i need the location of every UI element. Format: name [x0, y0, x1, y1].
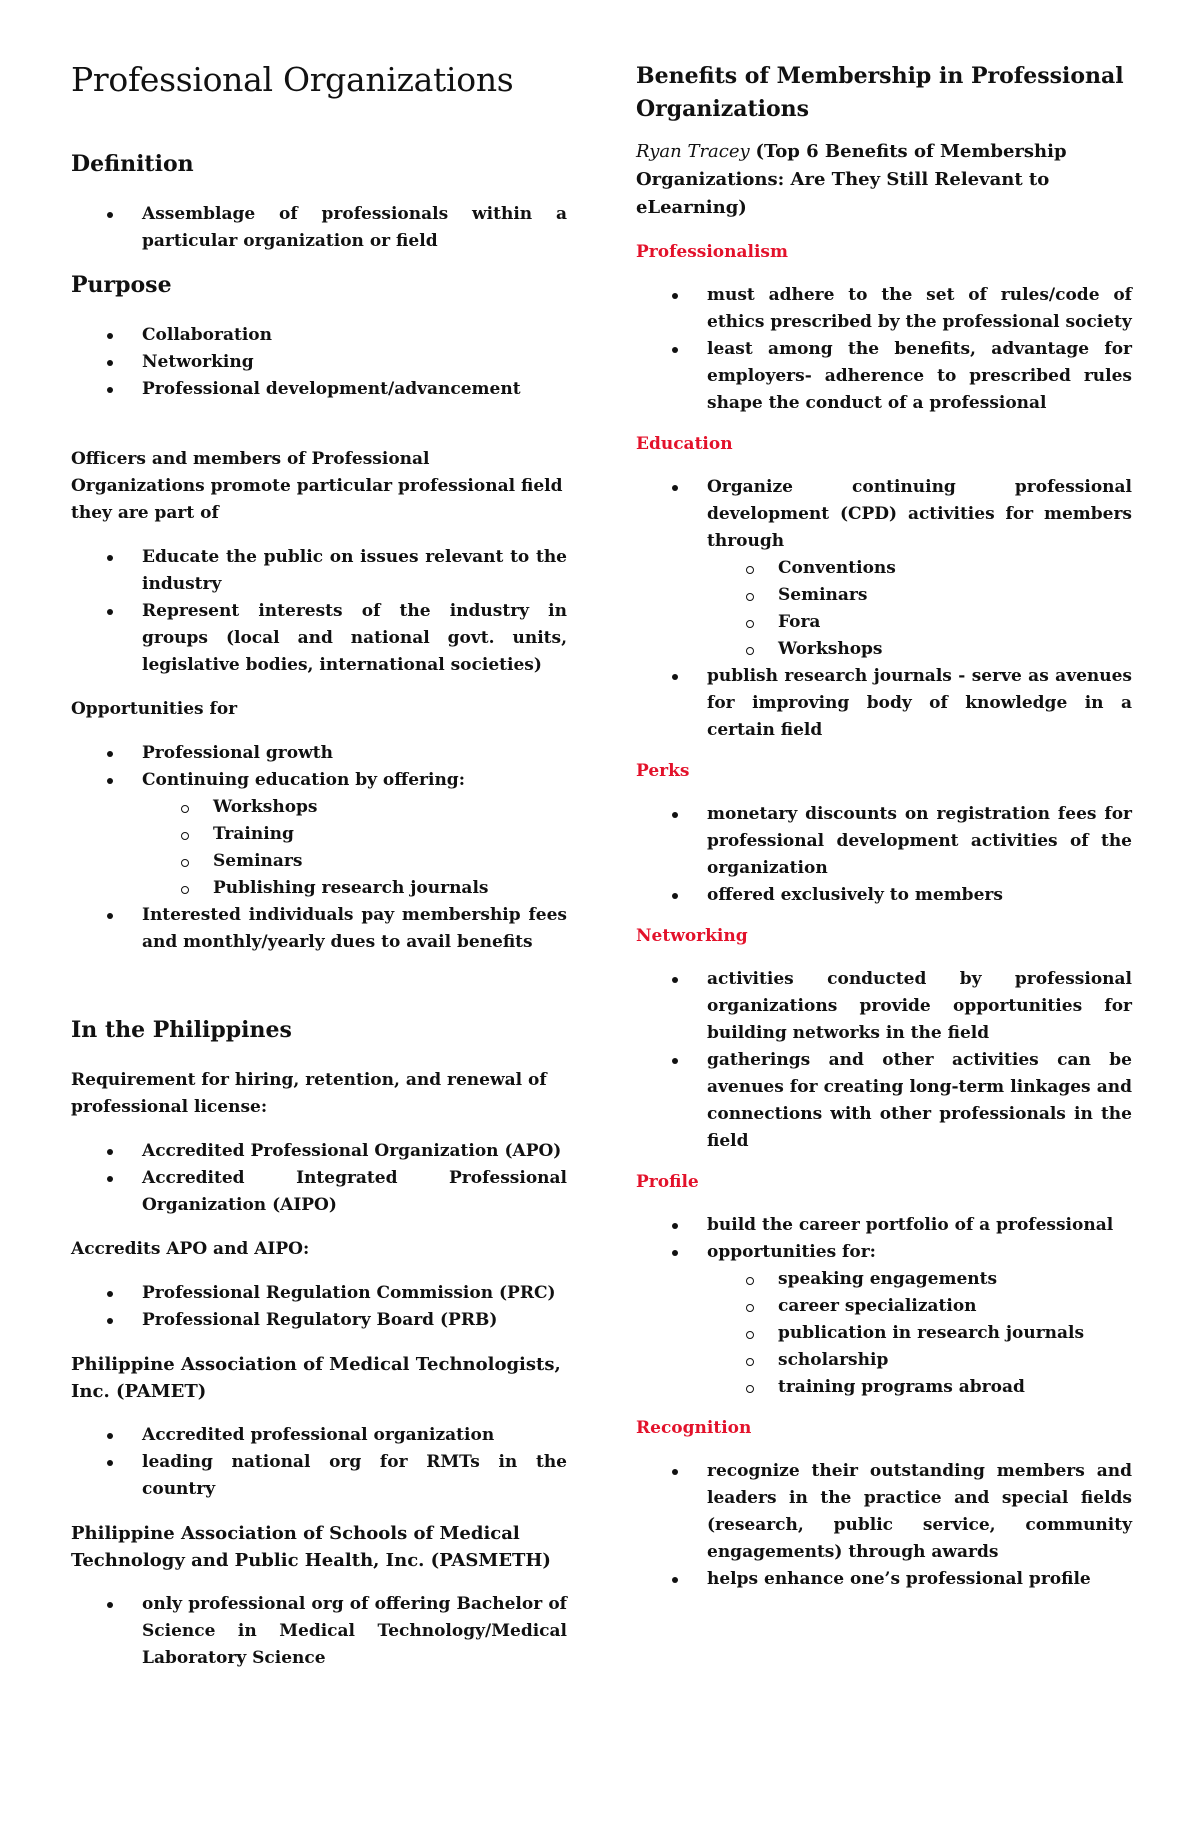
- list-item: activities conducted by professional organizations provide opportunities for building networks in the field: [636, 966, 1132, 1047]
- bullet-icon: [672, 812, 678, 818]
- bullet-icon: [107, 751, 113, 757]
- list-item: leading national org for RMTs in the country: [71, 1449, 567, 1503]
- definition-heading: Definition: [71, 151, 194, 177]
- requirement-list: [71, 1138, 567, 1219]
- bullet-icon: [672, 293, 678, 299]
- circle-bullet-icon: [746, 1277, 754, 1285]
- sub-list-item: Workshops: [71, 794, 567, 821]
- bullet-icon: [672, 1577, 678, 1583]
- opportunities-list: [71, 740, 567, 956]
- circle-bullet-icon: [181, 859, 189, 867]
- bullet-icon: [107, 1602, 113, 1608]
- bullet-icon: [107, 360, 113, 366]
- bullet-icon: [107, 1318, 113, 1324]
- list-item: Collaboration: [71, 322, 567, 349]
- benefits-heading: Benefits of Membership in Professional Organizations: [636, 63, 1124, 122]
- sub-list-item: scholarship: [636, 1347, 1132, 1374]
- purpose-heading: Purpose: [71, 272, 172, 298]
- list-item: Continuing education by offering: Workshops Training Seminars Publishing research journals: [71, 767, 567, 902]
- sub-list-item: Seminars: [71, 848, 567, 875]
- professionalism-heading: Professionalism: [636, 242, 788, 262]
- list-item: Educate the public on issues relevant to the industry: [71, 544, 567, 598]
- circle-bullet-icon: [746, 1358, 754, 1366]
- sub-list-item: Fora: [636, 609, 1132, 636]
- sub-list-item: publication in research journals: [636, 1320, 1132, 1347]
- list-item: Interested individuals pay membership fees and monthly/yearly dues to avail benefits: [71, 902, 567, 956]
- bullet-icon: [672, 1250, 678, 1256]
- perks-heading: Perks: [636, 761, 690, 781]
- accredits-paragraph: Accredits APO and AIPO:: [71, 1239, 310, 1259]
- sub-list-item: Conventions: [636, 555, 1132, 582]
- sub-list-item: Seminars: [636, 582, 1132, 609]
- education-heading: Education: [636, 434, 733, 454]
- list-item: opportunities for: speaking engagements career specialization publication in research journals scholarship training programs abroad: [636, 1239, 1132, 1401]
- bullet-icon: [107, 778, 113, 784]
- philippines-heading: In the Philippines: [71, 1017, 292, 1043]
- professionalism-list: [636, 282, 1132, 417]
- officers-paragraph: Officers and members of Professional Organizations promote particular professional field they are part of: [71, 449, 563, 523]
- accredits-list: [71, 1280, 567, 1334]
- sub-list-item: training programs abroad: [636, 1374, 1132, 1401]
- purpose-list: [71, 322, 567, 403]
- sub-list-item: Publishing research journals: [71, 875, 567, 902]
- circle-bullet-icon: [746, 1385, 754, 1393]
- networking-heading: Networking: [636, 926, 748, 946]
- list-item: only professional org of offering Bachelor of Science in Medical Technology/Medical Laboratory Science: [71, 1591, 567, 1672]
- definition-list: [71, 201, 567, 255]
- bullet-icon: [672, 485, 678, 491]
- list-item: publish research journals - serve as avenues for improving body of knowledge in a certain field: [636, 663, 1132, 744]
- requirement-paragraph: Requirement for hiring, retention, and renewal of professional license:: [71, 1070, 547, 1117]
- sub-list: [636, 555, 1132, 663]
- circle-bullet-icon: [181, 805, 189, 813]
- list-item: gatherings and other activities can be avenues for creating long-term linkages and connections with other professionals in the field: [636, 1047, 1132, 1155]
- list-item: least among the benefits, advantage for employers- adherence to prescribed rules shape the conduct of a professional: [636, 336, 1132, 417]
- list-item: Professional growth: [71, 740, 567, 767]
- circle-bullet-icon: [746, 1304, 754, 1312]
- profile-list: [636, 1212, 1132, 1401]
- networking-list: [636, 966, 1132, 1155]
- bullet-icon: [107, 212, 113, 218]
- recognition-heading: Recognition: [636, 1418, 752, 1438]
- list-item: Accredited Professional Organization (APO): [71, 1138, 567, 1165]
- bullet-icon: [672, 674, 678, 680]
- pamet-list: [71, 1422, 567, 1503]
- list-item: Professional Regulatory Board (PRB): [71, 1307, 567, 1334]
- right-column: [636, 60, 1132, 1610]
- pasmeth-list: [71, 1591, 567, 1672]
- list-item: Organize continuing professional development (CPD) activities for members through Conventions Seminars Fora Workshops: [636, 474, 1132, 663]
- pasmeth-heading: Philippine Association of Schools of Medical Technology and Public Health, Inc. (PASMETH): [71, 1523, 551, 1571]
- sub-list-item: Training: [71, 821, 567, 848]
- citation: [636, 138, 1132, 222]
- list-item: recognize their outstanding members and leaders in the practice and special fields (research, public service, community engagements) through awards: [636, 1458, 1132, 1566]
- bullet-icon: [107, 333, 113, 339]
- circle-bullet-icon: [746, 566, 754, 574]
- list-item: Accredited professional organization: [71, 1422, 567, 1449]
- document-title: Professional Organizations: [71, 60, 514, 99]
- list-item: build the career portfolio of a professional: [636, 1212, 1132, 1239]
- circle-bullet-icon: [746, 620, 754, 628]
- bullet-icon: [107, 913, 113, 919]
- bullet-icon: [107, 1433, 113, 1439]
- list-item: helps enhance one’s professional profile: [636, 1566, 1132, 1593]
- bullet-icon: [107, 1149, 113, 1155]
- circle-bullet-icon: [746, 1331, 754, 1339]
- officers-list: [71, 544, 567, 679]
- list-item: monetary discounts on registration fees for professional development activities of the organization: [636, 801, 1132, 882]
- list-item: Assemblage of professionals within a particular organization or field: [71, 201, 567, 255]
- list-item: Professional development/advancement: [71, 376, 567, 403]
- sub-list-item: speaking engagements: [636, 1266, 1132, 1293]
- circle-bullet-icon: [746, 647, 754, 655]
- pamet-heading: Philippine Association of Medical Technologists, Inc. (PAMET): [71, 1354, 561, 1402]
- list-item: Accredited Integrated Professional Organization (AIPO): [71, 1165, 567, 1219]
- list-item: Networking: [71, 349, 567, 376]
- sub-list: [71, 794, 567, 902]
- bullet-icon: [107, 1291, 113, 1297]
- list-item: Represent interests of the industry in groups (local and national govt. units, legislative bodies, international societies): [71, 598, 567, 679]
- sub-list-item: Workshops: [636, 636, 1132, 663]
- sub-list: [636, 1266, 1132, 1401]
- list-item: Professional Regulation Commission (PRC): [71, 1280, 567, 1307]
- bullet-icon: [672, 1058, 678, 1064]
- bullet-icon: [107, 1460, 113, 1466]
- bullet-icon: [672, 977, 678, 983]
- list-item: must adhere to the set of rules/code of ethics prescribed by the professional society: [636, 282, 1132, 336]
- bullet-icon: [672, 347, 678, 353]
- bullet-icon: [107, 555, 113, 561]
- opportunities-paragraph: Opportunities for: [71, 699, 238, 719]
- bullet-icon: [107, 1176, 113, 1182]
- circle-bullet-icon: [181, 886, 189, 894]
- citation-title: (Top 6 Benefits of Membership Organizations: Are They Still Relevant to eLearning): [636, 141, 1067, 218]
- citation-author: Ryan Tracey: [636, 141, 750, 162]
- circle-bullet-icon: [181, 832, 189, 840]
- circle-bullet-icon: [746, 593, 754, 601]
- bullet-icon: [672, 1223, 678, 1229]
- recognition-list: [636, 1458, 1132, 1593]
- left-column: [71, 60, 567, 1689]
- sub-list-item: career specialization: [636, 1293, 1132, 1320]
- bullet-icon: [672, 1469, 678, 1475]
- bullet-icon: [107, 609, 113, 615]
- bullet-icon: [672, 893, 678, 899]
- profile-heading: Profile: [636, 1172, 699, 1192]
- perks-list: [636, 801, 1132, 909]
- list-item: offered exclusively to members: [636, 882, 1132, 909]
- education-list: [636, 474, 1132, 744]
- bullet-icon: [107, 387, 113, 393]
